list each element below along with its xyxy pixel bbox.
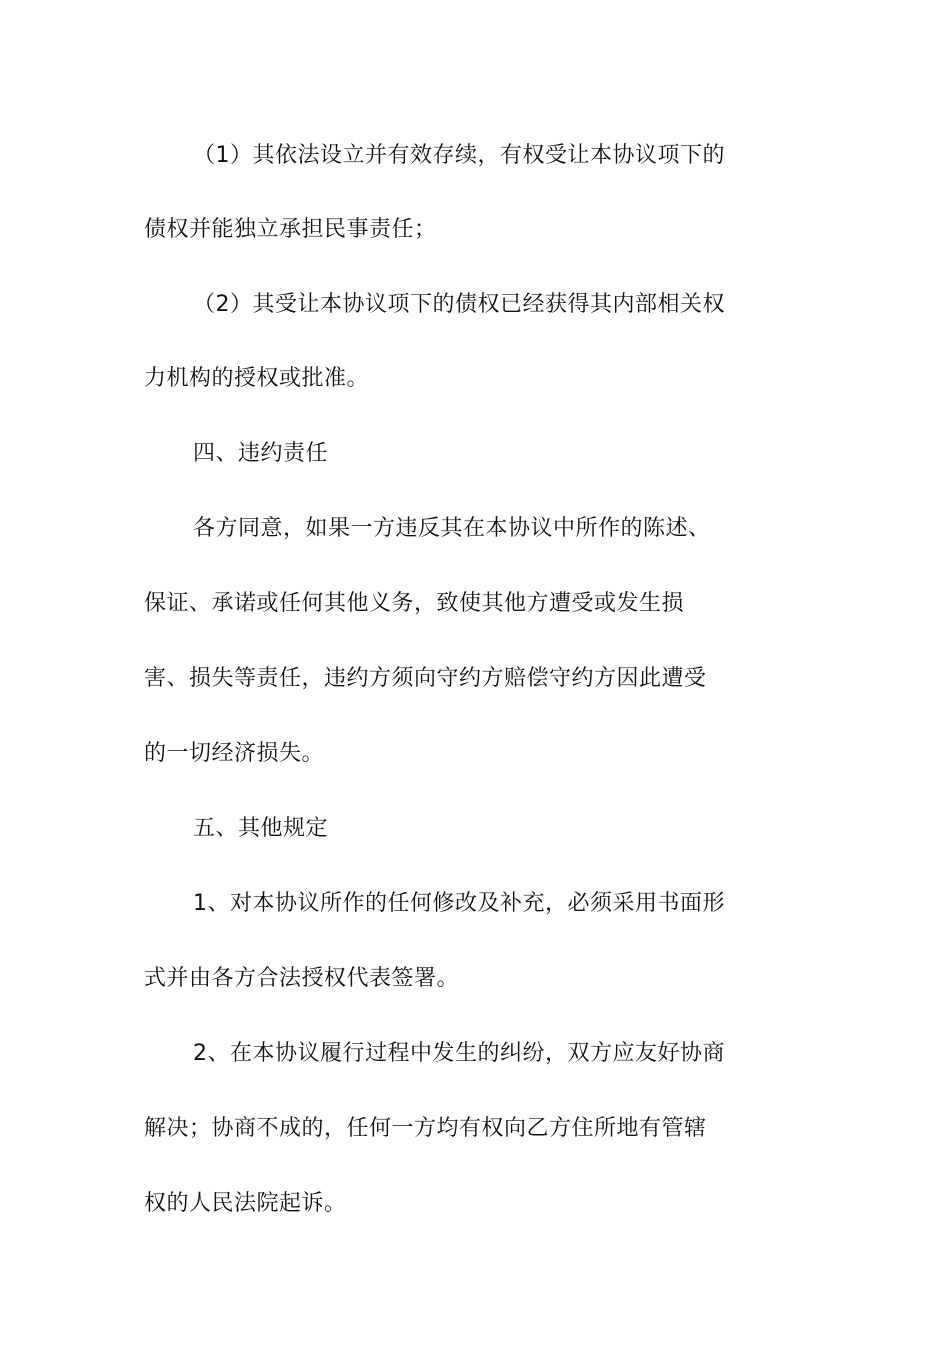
clause-5-1-line-2: 式并由各方合法授权代表签署。 [144, 966, 460, 991]
section-4-para-line-3: 害、损失等责任，违约方须向守约方赔偿守约方因此遭受 [144, 666, 707, 691]
clause-3-2-line-1: （2）其受让本协议项下的债权已经获得其内部相关权 [193, 292, 725, 317]
section-4-para-line-4: 的一切经济损失。 [144, 741, 325, 766]
clause-5-1-line-1: 1、对本协议所作的任何修改及补充，必须采用书面形 [193, 891, 725, 916]
clause-3-2-line-2: 力机构的授权或批准。 [144, 366, 370, 391]
clause-5-2-line-2: 解决；协商不成的，任何一方均有权向乙方住所地有管辖 [144, 1116, 707, 1141]
section-4-para-line-1: 各方同意，如果一方违反其在本协议中所作的陈述、 [193, 516, 711, 541]
clause-5-2-line-1: 2、在本协议履行过程中发生的纠纷，双方应友好协商 [193, 1041, 725, 1066]
section-4-para-line-2: 保证、承诺或任何其他义务，致使其他方遭受或发生损 [144, 591, 685, 616]
section-heading-5: 五、其他规定 [193, 816, 329, 841]
clause-3-1-line-1: （1）其依法设立并有效存续，有权受让本协议项下的 [193, 143, 725, 168]
clause-3-1-line-2: 债权并能独立承担民事责任； [144, 217, 437, 242]
section-heading-4: 四、违约责任 [193, 441, 329, 466]
clause-5-2-line-3: 权的人民法院起诉。 [144, 1191, 347, 1216]
